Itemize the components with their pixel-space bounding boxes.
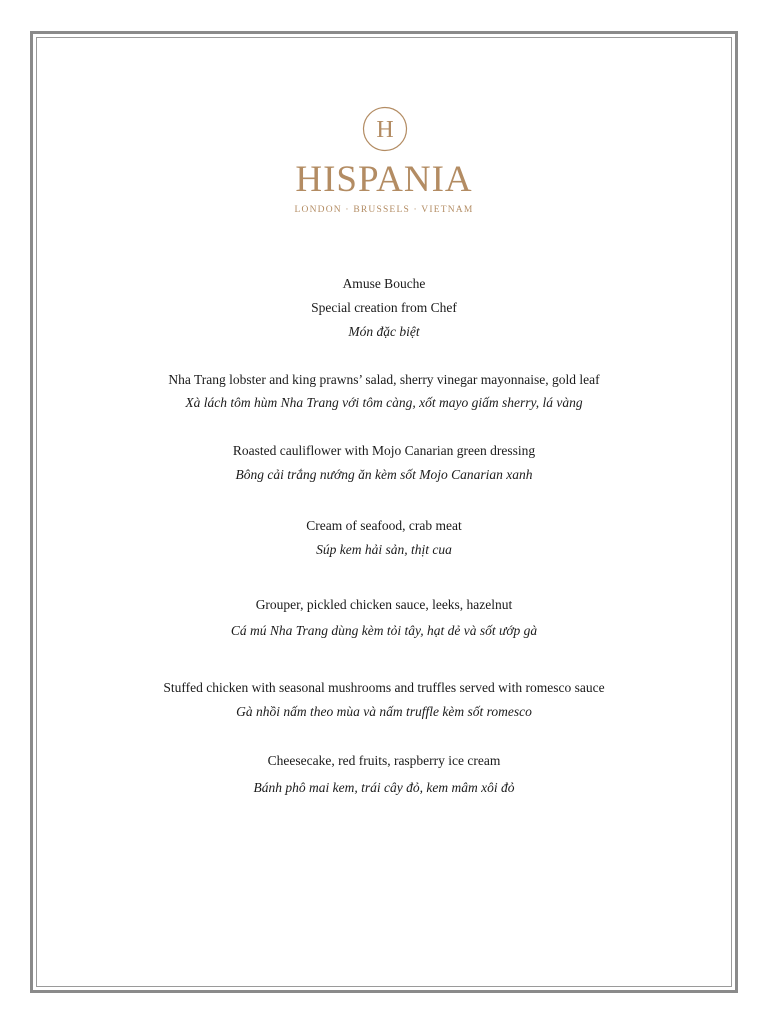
amuse-english: Special creation from Chef bbox=[311, 300, 457, 315]
amuse-title: Amuse Bouche bbox=[342, 276, 426, 291]
course-4-vietnamese: Cá mú Nha Trang dùng kèm tỏi tây, hạt dẻ và sốt ướp gà bbox=[230, 623, 538, 638]
course-2-vietnamese: Bông cải trắng nướng ăn kèm sốt Mojo Canarian xanh bbox=[235, 467, 533, 482]
course-4-english: Grouper, pickled chicken sauce, leeks, hazelnut bbox=[255, 597, 513, 612]
course-1-vietnamese: Xà lách tôm hùm Nha Trang với tôm càng, xốt mayo giấm sherry, lá vàng bbox=[185, 395, 583, 410]
course-6-vietnamese: Bánh phô mai kem, trái cây đỏ, kem mâm xôi đỏ bbox=[253, 780, 515, 795]
h-monogram-icon bbox=[362, 106, 408, 152]
amuse-vietnamese: Món đặc biệt bbox=[348, 324, 420, 339]
course-5-english: Stuffed chicken with seasonal mushrooms and truffles served with romesco sauce bbox=[163, 680, 605, 695]
course-5-vietnamese: Gà nhồi nấm theo mùa và nấm truffle kèm sốt romesco bbox=[236, 704, 532, 719]
course-2-english: Roasted cauliflower with Mojo Canarian green dressing bbox=[232, 443, 536, 458]
course-1-english: Nha Trang lobster and king prawns’ salad, sherry vinegar mayonnaise, gold leaf bbox=[168, 372, 600, 387]
brand-name: HISPANIA bbox=[295, 159, 473, 200]
brand-tagline: LONDON · BRUSSELS · VIETNAM bbox=[294, 205, 474, 215]
course-3-english: Cream of seafood, crab meat bbox=[306, 518, 462, 533]
logo-initial: H bbox=[376, 117, 394, 143]
course-6-english: Cheesecake, red fruits, raspberry ice cream bbox=[267, 753, 501, 768]
restaurant-logo bbox=[284, 98, 484, 228]
course-3-vietnamese: Súp kem hải sản, thịt cua bbox=[316, 542, 452, 557]
